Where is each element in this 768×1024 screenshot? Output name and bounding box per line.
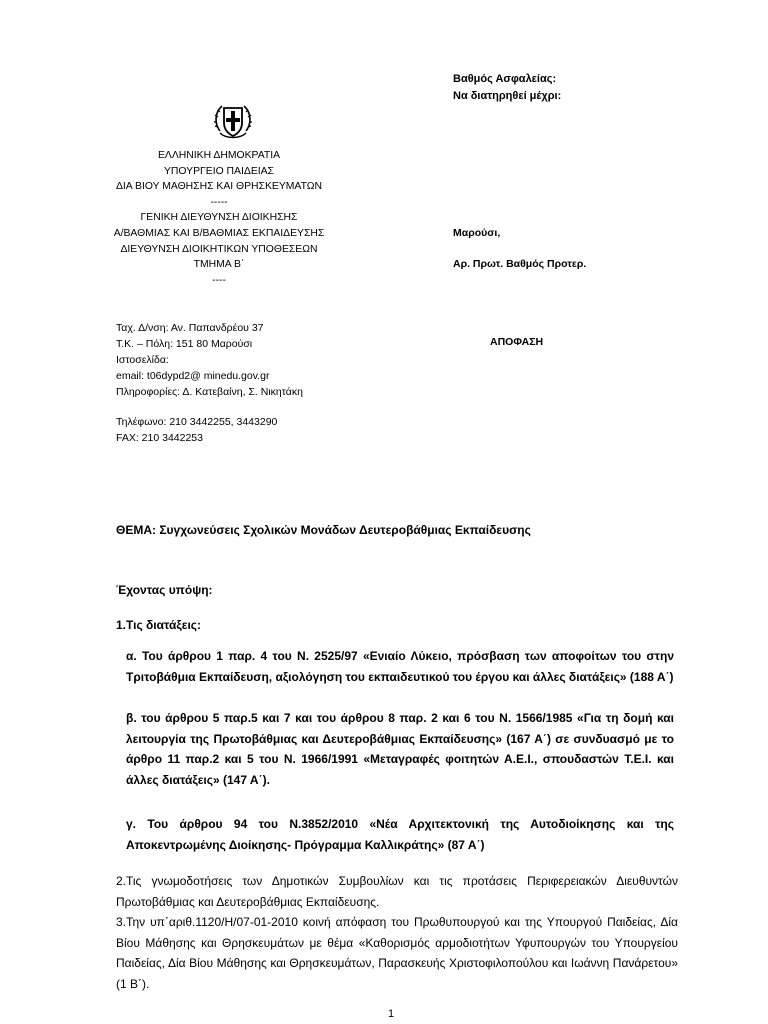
place-date: Μαρούσι,: [453, 227, 501, 239]
fax: FAX: 210 3442253: [116, 432, 203, 444]
header-line: ΥΠΟΥΡΓΕΙΟ ΠΑΙΔΕΙΑΣ: [164, 165, 274, 177]
provision-item-b: β. του άρθρου 5 παρ.5 και 7 και του άρθρου 8 παρ. 2 και 6 του Ν. 1566/1985 «Για τη δομή και λειτουργία της Πρωτοβάθμιας και Δευτεροβάθμιας Εκπαίδευσης» (167 Α΄) σε συνδυασμό με το άρθρο 11 παρ.2 και 5 του Ν. 1966/1991 «Μεταγραφές φοιτητών Α.Ε.Ι., σπουδαστών Τ.Ε.Ι. και άλλες διατάξεις» (147 Α΄).: [126, 711, 674, 787]
header-line: ΔΙΑ ΒΙΟΥ ΜΑΘΗΣΗΣ ΚΑΙ ΘΡΗΣΚΕΥΜΑΤΩΝ: [115, 181, 323, 193]
provisions-heading: 1.Τις διατάξεις:: [116, 618, 202, 632]
greek-coat-of-arms-icon: [212, 101, 254, 143]
page-number: 1: [388, 1008, 395, 1020]
phone: Τηλέφωνο: 210 3442255, 3443290: [116, 416, 278, 428]
paragraph-3: 3.Την υπ΄αριθ.1120/Η/07-01-2010 κοινή απόφαση του Πρωθυπουργού και της Υπουργού Παιδείας, Δία Βίου Μάθησης και Θρησκευμάτων με θέμα «Καθορισμός αρμοδιοτήτων Υφυπουργών του Υπουργείου Παιδείας, Δία Βίου Μάθησης και Θρησκευμάτων, Παρασκευής Χριστοφιλοπούλου και Ιωάννη Πανάρετου» (1 Β΄).: [116, 915, 678, 991]
header-line: ΤΜΗΜΑ Β΄: [193, 259, 245, 271]
ministry-header: [98, 148, 340, 288]
header-separator: -----: [210, 196, 228, 208]
contact-block: [116, 320, 303, 446]
paragraph-2: 2.Τις γνωμοδοτήσεις των Δημοτικών Συμβουλίων και τις προτάσεις Περιφερειακών Διευθυντών Πρωτοβάθμιας και Δευτεροβάθμιας Εκπαίδευσης.: [116, 874, 678, 909]
email: email: t06dypd2@ minedu.gov.gr: [116, 370, 270, 382]
address: Ταχ. Δ/νση: Αν. Παπανδρέου 37: [116, 322, 264, 334]
header-line: ΔΙΕΥΘΥΝΣΗ ΔΙΟΙΚΗΤΙΚΩΝ ΥΠΟΘΕΣΕΩΝ: [120, 243, 318, 255]
header-line: ΕΛΛΗΝΙΚΗ ΔΗΜΟΚΡΑΤΙΑ: [157, 150, 281, 161]
header-line: ΓΕΝΙΚΗ ΔΙΕΥΘΥΝΣΗ ΔΙΟΙΚΗΣΗΣ: [140, 212, 298, 224]
postal-code: Τ.Κ. – Πόλη: 151 80 Μαρούσι: [116, 338, 253, 350]
website-label: Ιστοσελίδα:: [116, 354, 169, 366]
retention-label: Να διατηρηθεί μέχρι:: [453, 90, 562, 102]
provision-item-a: α. Του άρθρου 1 παρ. 4 του Ν. 2525/97 «Ενιαίο Λύκειο, πρόσβαση των αποφοίτων του στην Τριτοβάθμια Εκπαίδευση, αξιολόγηση του εκπαιδευτικού του έργου και άλλες διατάξεις» (188 Α΄): [126, 649, 674, 684]
header-line: Α/ΒΑΘΜΙΑΣ ΚΑΙ Β/ΒΑΘΜΙΑΣ ΕΚΠΑΙΔΕΥΣΗΣ: [113, 227, 325, 239]
subject-line: ΘΕΜΑ: Συγχωνεύσεις Σχολικών Μονάδων Δευτεροβάθμιας Εκπαίδευσης: [116, 523, 531, 537]
contact-persons: Πληροφορίες: Δ. Κατεβαίνη, Σ. Νικητάκη: [116, 386, 303, 398]
protocol-number: Αρ. Πρωτ. Βαθμός Προτερ.: [453, 258, 587, 270]
header-separator: ----: [212, 274, 226, 286]
decision-title: ΑΠΟΦΑΣΗ: [490, 336, 544, 348]
considering-heading: Έχοντας υπόψη:: [116, 583, 213, 597]
provision-item-c: γ. Του άρθρου 94 του Ν.3852/2010 «Νέα Αρχιτεκτονική της Αυτοδιοίκησης και της Αποκεντρωμένης Διοίκησης- Πρόγραμμα Καλλικράτης» (87 Α΄): [126, 817, 674, 852]
security-level-label: Βαθμός Ασφαλείας:: [453, 73, 557, 85]
